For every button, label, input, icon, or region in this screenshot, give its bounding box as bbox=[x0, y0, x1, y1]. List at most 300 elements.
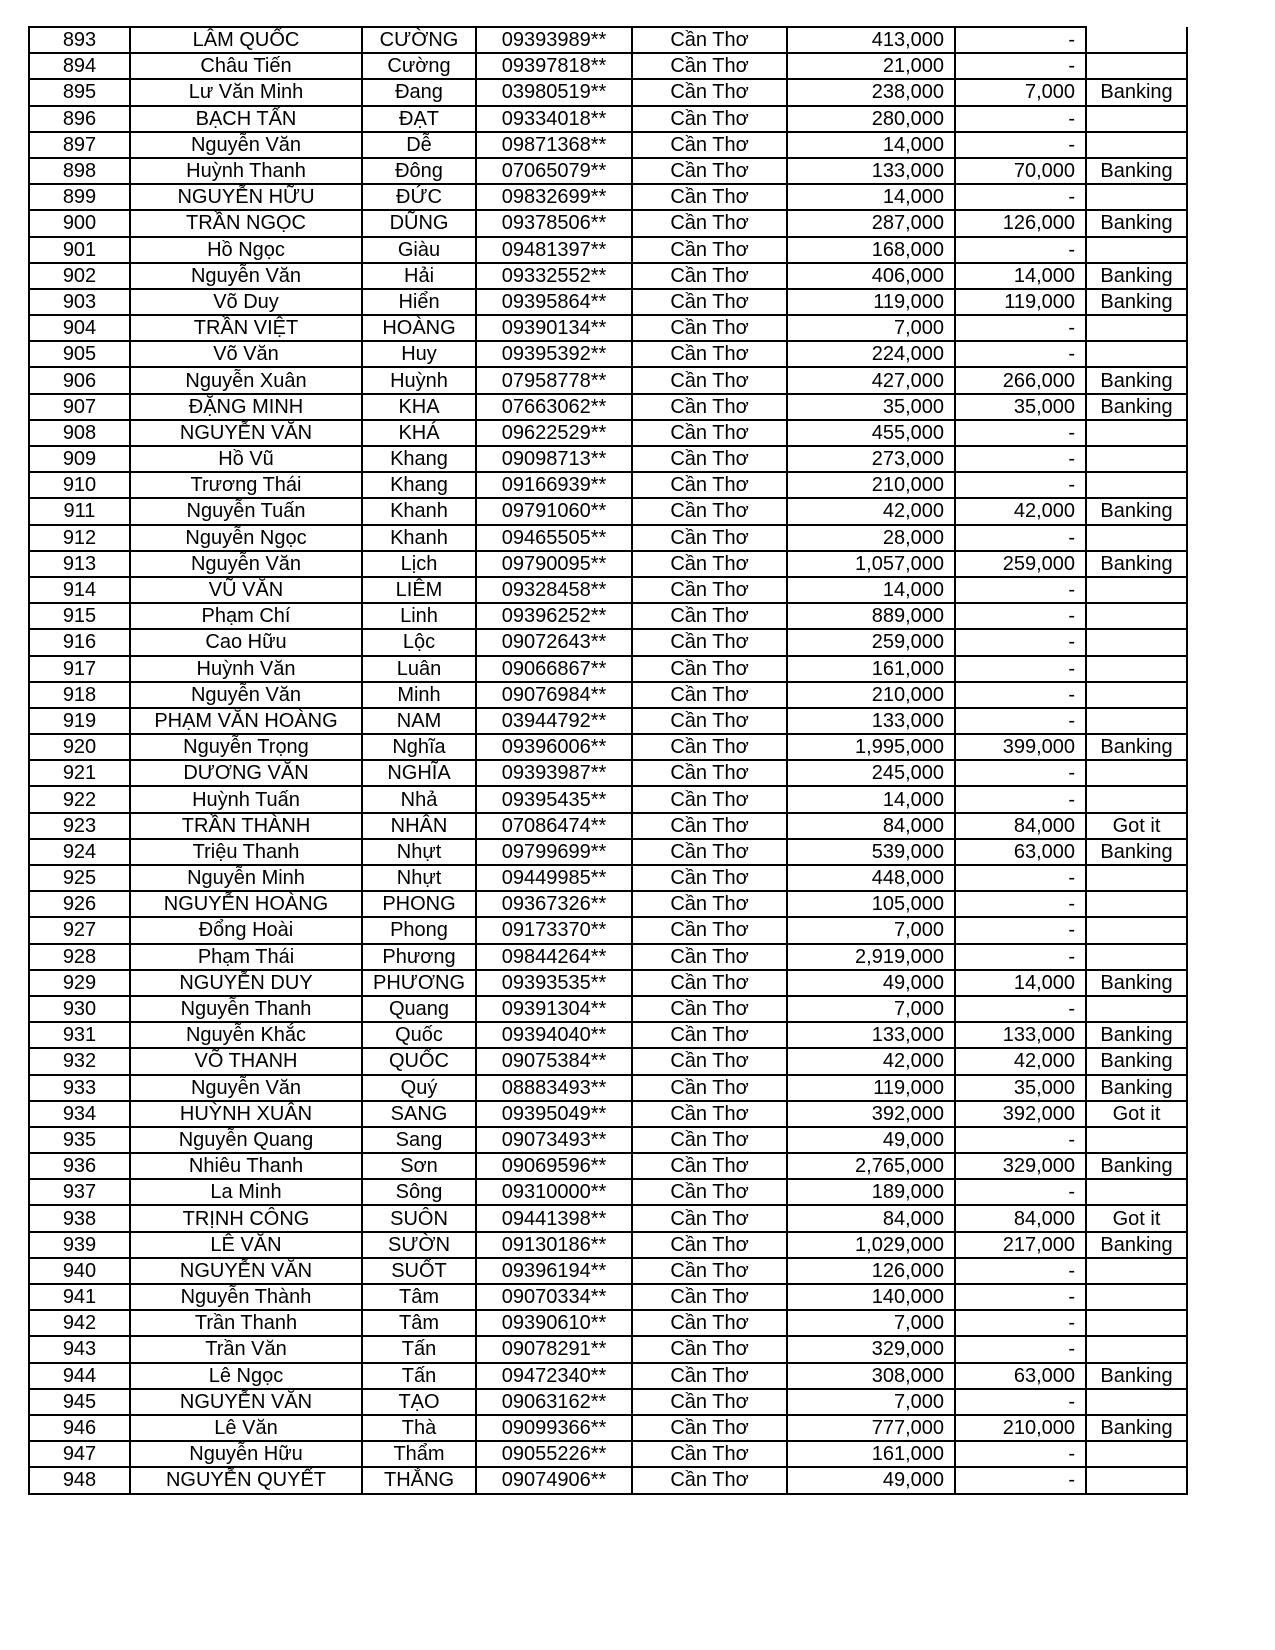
city-cell: Cần Thơ bbox=[632, 184, 787, 210]
phone-cell: 09098713** bbox=[476, 446, 632, 472]
total-amount-cell: 49,000 bbox=[787, 1127, 955, 1153]
table-row bbox=[29, 79, 1187, 105]
row-number-cell: 893 bbox=[29, 27, 130, 53]
city-cell: Cần Thơ bbox=[632, 367, 787, 393]
row-number-cell: 948 bbox=[29, 1467, 130, 1493]
payment-method-cell bbox=[1086, 603, 1187, 629]
last-name-cell: KHÁ bbox=[362, 420, 476, 446]
city-cell: Cần Thơ bbox=[632, 891, 787, 917]
payment-method-cell bbox=[1086, 237, 1187, 263]
row-number-cell: 907 bbox=[29, 394, 130, 420]
phone-cell: 09622529** bbox=[476, 420, 632, 446]
payment-method-cell: Banking bbox=[1086, 734, 1187, 760]
total-amount-cell: 7,000 bbox=[787, 1389, 955, 1415]
row-number-cell: 895 bbox=[29, 79, 130, 105]
row-number-cell: 927 bbox=[29, 917, 130, 943]
payment-method-cell bbox=[1086, 184, 1187, 210]
table-row bbox=[29, 629, 1187, 655]
first-name-cell: Châu Tiến bbox=[130, 53, 362, 79]
table-row bbox=[29, 551, 1187, 577]
payment-method-cell: Banking bbox=[1086, 158, 1187, 184]
first-name-cell: Đổng Hoài bbox=[130, 917, 362, 943]
row-number-cell: 903 bbox=[29, 289, 130, 315]
last-name-cell: Đang bbox=[362, 79, 476, 105]
total-amount-cell: 21,000 bbox=[787, 53, 955, 79]
phone-cell: 07065079** bbox=[476, 158, 632, 184]
paid-amount-cell: - bbox=[955, 891, 1086, 917]
last-name-cell: Tâm bbox=[362, 1284, 476, 1310]
total-amount-cell: 7,000 bbox=[787, 1310, 955, 1336]
phone-cell: 09072643** bbox=[476, 629, 632, 655]
table-row bbox=[29, 341, 1187, 367]
total-amount-cell: 539,000 bbox=[787, 839, 955, 865]
first-name-cell: Nguyễn Trọng bbox=[130, 734, 362, 760]
first-name-cell: Nhiêu Thanh bbox=[130, 1153, 362, 1179]
row-number-cell: 935 bbox=[29, 1127, 130, 1153]
last-name-cell: Đông bbox=[362, 158, 476, 184]
table-row bbox=[29, 53, 1187, 79]
paid-amount-cell: 84,000 bbox=[955, 1205, 1086, 1231]
paid-amount-cell: - bbox=[955, 1441, 1086, 1467]
total-amount-cell: 777,000 bbox=[787, 1415, 955, 1441]
row-number-cell: 920 bbox=[29, 734, 130, 760]
phone-cell: 09395392** bbox=[476, 341, 632, 367]
phone-cell: 09078291** bbox=[476, 1336, 632, 1362]
table-row bbox=[29, 472, 1187, 498]
city-cell: Cần Thơ bbox=[632, 1258, 787, 1284]
first-name-cell: Hồ Vũ bbox=[130, 446, 362, 472]
customer-table bbox=[28, 26, 1188, 1495]
row-number-cell: 930 bbox=[29, 996, 130, 1022]
last-name-cell: Minh bbox=[362, 682, 476, 708]
paid-amount-cell: 14,000 bbox=[955, 970, 1086, 996]
city-cell: Cần Thơ bbox=[632, 1441, 787, 1467]
city-cell: Cần Thơ bbox=[632, 1101, 787, 1127]
row-number-cell: 943 bbox=[29, 1336, 130, 1362]
phone-cell: 09069596** bbox=[476, 1153, 632, 1179]
table-row bbox=[29, 1258, 1187, 1284]
row-number-cell: 947 bbox=[29, 1441, 130, 1467]
first-name-cell: Võ Duy bbox=[130, 289, 362, 315]
payment-method-cell bbox=[1086, 27, 1187, 53]
city-cell: Cần Thơ bbox=[632, 472, 787, 498]
payment-method-cell bbox=[1086, 1441, 1187, 1467]
last-name-cell: Sang bbox=[362, 1127, 476, 1153]
payment-method-cell: Got it bbox=[1086, 1101, 1187, 1127]
phone-cell: 09395435** bbox=[476, 786, 632, 812]
row-number-cell: 928 bbox=[29, 944, 130, 970]
phone-cell: 09396006** bbox=[476, 734, 632, 760]
table-row bbox=[29, 420, 1187, 446]
phone-cell: 09075384** bbox=[476, 1048, 632, 1074]
payment-method-cell bbox=[1086, 1310, 1187, 1336]
paid-amount-cell: - bbox=[955, 1310, 1086, 1336]
table-row bbox=[29, 996, 1187, 1022]
paid-amount-cell: - bbox=[955, 106, 1086, 132]
first-name-cell: BẠCH TẤN bbox=[130, 106, 362, 132]
last-name-cell: Tấn bbox=[362, 1336, 476, 1362]
total-amount-cell: 2,919,000 bbox=[787, 944, 955, 970]
total-amount-cell: 1,029,000 bbox=[787, 1232, 955, 1258]
payment-method-cell: Banking bbox=[1086, 210, 1187, 236]
last-name-cell: Nhựt bbox=[362, 865, 476, 891]
first-name-cell: Trần Thanh bbox=[130, 1310, 362, 1336]
last-name-cell: Huy bbox=[362, 341, 476, 367]
table-row bbox=[29, 1127, 1187, 1153]
payment-method-cell: Banking bbox=[1086, 1075, 1187, 1101]
payment-method-cell bbox=[1086, 786, 1187, 812]
table-row bbox=[29, 1179, 1187, 1205]
city-cell: Cần Thơ bbox=[632, 1284, 787, 1310]
city-cell: Cần Thơ bbox=[632, 1310, 787, 1336]
city-cell: Cần Thơ bbox=[632, 27, 787, 53]
row-number-cell: 896 bbox=[29, 106, 130, 132]
table-row bbox=[29, 839, 1187, 865]
first-name-cell: Huỳnh Văn bbox=[130, 656, 362, 682]
city-cell: Cần Thơ bbox=[632, 1179, 787, 1205]
row-number-cell: 912 bbox=[29, 525, 130, 551]
last-name-cell: Nhả bbox=[362, 786, 476, 812]
phone-cell: 09472340** bbox=[476, 1363, 632, 1389]
row-number-cell: 946 bbox=[29, 1415, 130, 1441]
city-cell: Cần Thơ bbox=[632, 79, 787, 105]
row-number-cell: 915 bbox=[29, 603, 130, 629]
total-amount-cell: 119,000 bbox=[787, 289, 955, 315]
phone-cell: 09791060** bbox=[476, 498, 632, 524]
city-cell: Cần Thơ bbox=[632, 106, 787, 132]
payment-method-cell: Banking bbox=[1086, 1232, 1187, 1258]
first-name-cell: DƯƠNG VĂN bbox=[130, 760, 362, 786]
table-row bbox=[29, 1336, 1187, 1362]
first-name-cell: Nguyễn Văn bbox=[130, 551, 362, 577]
payment-method-cell bbox=[1086, 472, 1187, 498]
payment-method-cell bbox=[1086, 1258, 1187, 1284]
phone-cell: 09130186** bbox=[476, 1232, 632, 1258]
paid-amount-cell: - bbox=[955, 917, 1086, 943]
first-name-cell: NGUYỄN VĂN bbox=[130, 1389, 362, 1415]
table-row bbox=[29, 1389, 1187, 1415]
table-row bbox=[29, 734, 1187, 760]
total-amount-cell: 1,995,000 bbox=[787, 734, 955, 760]
table-row bbox=[29, 944, 1187, 970]
paid-amount-cell: - bbox=[955, 577, 1086, 603]
city-cell: Cần Thơ bbox=[632, 289, 787, 315]
phone-cell: 09397818** bbox=[476, 53, 632, 79]
first-name-cell: Nguyễn Hữu bbox=[130, 1441, 362, 1467]
first-name-cell: Hồ Ngọc bbox=[130, 237, 362, 263]
paid-amount-cell: 266,000 bbox=[955, 367, 1086, 393]
row-number-cell: 900 bbox=[29, 210, 130, 236]
city-cell: Cần Thơ bbox=[632, 1205, 787, 1231]
paid-amount-cell: 399,000 bbox=[955, 734, 1086, 760]
row-number-cell: 941 bbox=[29, 1284, 130, 1310]
phone-cell: 09393535** bbox=[476, 970, 632, 996]
paid-amount-cell: 392,000 bbox=[955, 1101, 1086, 1127]
phone-cell: 09396194** bbox=[476, 1258, 632, 1284]
first-name-cell: Nguyễn Thanh bbox=[130, 996, 362, 1022]
first-name-cell: Nguyễn Ngọc bbox=[130, 525, 362, 551]
total-amount-cell: 49,000 bbox=[787, 970, 955, 996]
table-row bbox=[29, 865, 1187, 891]
first-name-cell: Triệu Thanh bbox=[130, 839, 362, 865]
table-row bbox=[29, 184, 1187, 210]
phone-cell: 09441398** bbox=[476, 1205, 632, 1231]
city-cell: Cần Thơ bbox=[632, 786, 787, 812]
phone-cell: 09871368** bbox=[476, 132, 632, 158]
total-amount-cell: 84,000 bbox=[787, 1205, 955, 1231]
last-name-cell: KHA bbox=[362, 394, 476, 420]
first-name-cell: Phạm Chí bbox=[130, 603, 362, 629]
last-name-cell: Phương bbox=[362, 944, 476, 970]
total-amount-cell: 427,000 bbox=[787, 367, 955, 393]
table-row bbox=[29, 813, 1187, 839]
table-row bbox=[29, 603, 1187, 629]
payment-method-cell: Banking bbox=[1086, 1415, 1187, 1441]
first-name-cell: VŨ VĂN bbox=[130, 577, 362, 603]
row-number-cell: 921 bbox=[29, 760, 130, 786]
phone-cell: 07086474** bbox=[476, 813, 632, 839]
total-amount-cell: 2,765,000 bbox=[787, 1153, 955, 1179]
table-row bbox=[29, 1441, 1187, 1467]
payment-method-cell bbox=[1086, 525, 1187, 551]
row-number-cell: 942 bbox=[29, 1310, 130, 1336]
phone-cell: 09074906** bbox=[476, 1467, 632, 1493]
document-page bbox=[28, 26, 1188, 1495]
paid-amount-cell: 42,000 bbox=[955, 1048, 1086, 1074]
table-row bbox=[29, 525, 1187, 551]
total-amount-cell: 7,000 bbox=[787, 996, 955, 1022]
city-cell: Cần Thơ bbox=[632, 603, 787, 629]
table-row bbox=[29, 1022, 1187, 1048]
city-cell: Cần Thơ bbox=[632, 760, 787, 786]
first-name-cell: Nguyễn Tuấn bbox=[130, 498, 362, 524]
total-amount-cell: 133,000 bbox=[787, 1022, 955, 1048]
last-name-cell: ĐẠT bbox=[362, 106, 476, 132]
row-number-cell: 913 bbox=[29, 551, 130, 577]
table-row bbox=[29, 498, 1187, 524]
city-cell: Cần Thơ bbox=[632, 813, 787, 839]
phone-cell: 03980519** bbox=[476, 79, 632, 105]
paid-amount-cell: - bbox=[955, 1284, 1086, 1310]
table-row bbox=[29, 1415, 1187, 1441]
table-row bbox=[29, 1284, 1187, 1310]
last-name-cell: Nghĩa bbox=[362, 734, 476, 760]
paid-amount-cell: - bbox=[955, 629, 1086, 655]
paid-amount-cell: - bbox=[955, 786, 1086, 812]
city-cell: Cần Thơ bbox=[632, 420, 787, 446]
last-name-cell: THẮNG bbox=[362, 1467, 476, 1493]
total-amount-cell: 329,000 bbox=[787, 1336, 955, 1362]
last-name-cell: Khang bbox=[362, 472, 476, 498]
payment-method-cell: Got it bbox=[1086, 813, 1187, 839]
payment-method-cell bbox=[1086, 865, 1187, 891]
first-name-cell: NGUYỄN VĂN bbox=[130, 1258, 362, 1284]
last-name-cell: Khanh bbox=[362, 525, 476, 551]
paid-amount-cell: - bbox=[955, 525, 1086, 551]
paid-amount-cell: 84,000 bbox=[955, 813, 1086, 839]
last-name-cell: Huỳnh bbox=[362, 367, 476, 393]
paid-amount-cell: 14,000 bbox=[955, 263, 1086, 289]
first-name-cell: NGUYỄN QUYẾT bbox=[130, 1467, 362, 1493]
last-name-cell: Nhựt bbox=[362, 839, 476, 865]
row-number-cell: 933 bbox=[29, 1075, 130, 1101]
row-number-cell: 940 bbox=[29, 1258, 130, 1284]
paid-amount-cell: 133,000 bbox=[955, 1022, 1086, 1048]
paid-amount-cell: - bbox=[955, 656, 1086, 682]
phone-cell: 09378506** bbox=[476, 210, 632, 236]
row-number-cell: 937 bbox=[29, 1179, 130, 1205]
phone-cell: 09395864** bbox=[476, 289, 632, 315]
city-cell: Cần Thơ bbox=[632, 394, 787, 420]
paid-amount-cell: - bbox=[955, 132, 1086, 158]
total-amount-cell: 889,000 bbox=[787, 603, 955, 629]
table-row bbox=[29, 315, 1187, 341]
phone-cell: 09395049** bbox=[476, 1101, 632, 1127]
total-amount-cell: 119,000 bbox=[787, 1075, 955, 1101]
phone-cell: 09393989** bbox=[476, 27, 632, 53]
last-name-cell: CƯỜNG bbox=[362, 27, 476, 53]
paid-amount-cell: 126,000 bbox=[955, 210, 1086, 236]
phone-cell: 09832699** bbox=[476, 184, 632, 210]
table-row bbox=[29, 682, 1187, 708]
city-cell: Cần Thơ bbox=[632, 917, 787, 943]
first-name-cell: LÂM QUỐC bbox=[130, 27, 362, 53]
last-name-cell: Sơn bbox=[362, 1153, 476, 1179]
city-cell: Cần Thơ bbox=[632, 865, 787, 891]
first-name-cell: PHẠM VĂN HOÀNG bbox=[130, 708, 362, 734]
row-number-cell: 906 bbox=[29, 367, 130, 393]
total-amount-cell: 413,000 bbox=[787, 27, 955, 53]
table-row bbox=[29, 1101, 1187, 1127]
paid-amount-cell: - bbox=[955, 760, 1086, 786]
last-name-cell: Quý bbox=[362, 1075, 476, 1101]
paid-amount-cell: 35,000 bbox=[955, 394, 1086, 420]
paid-amount-cell: - bbox=[955, 1127, 1086, 1153]
row-number-cell: 926 bbox=[29, 891, 130, 917]
first-name-cell: TRẦN THÀNH bbox=[130, 813, 362, 839]
payment-method-cell bbox=[1086, 1467, 1187, 1493]
first-name-cell: NGUYỄN DUY bbox=[130, 970, 362, 996]
city-cell: Cần Thơ bbox=[632, 656, 787, 682]
row-number-cell: 919 bbox=[29, 708, 130, 734]
paid-amount-cell: 42,000 bbox=[955, 498, 1086, 524]
phone-cell: 09334018** bbox=[476, 106, 632, 132]
first-name-cell: La Minh bbox=[130, 1179, 362, 1205]
city-cell: Cần Thơ bbox=[632, 551, 787, 577]
total-amount-cell: 287,000 bbox=[787, 210, 955, 236]
payment-method-cell bbox=[1086, 760, 1187, 786]
last-name-cell: Hải bbox=[362, 263, 476, 289]
last-name-cell: Tấn bbox=[362, 1363, 476, 1389]
paid-amount-cell: - bbox=[955, 27, 1086, 53]
city-cell: Cần Thơ bbox=[632, 263, 787, 289]
phone-cell: 09173370** bbox=[476, 917, 632, 943]
payment-method-cell: Banking bbox=[1086, 1048, 1187, 1074]
last-name-cell: Linh bbox=[362, 603, 476, 629]
total-amount-cell: 14,000 bbox=[787, 132, 955, 158]
first-name-cell: Võ Văn bbox=[130, 341, 362, 367]
payment-method-cell: Banking bbox=[1086, 79, 1187, 105]
table-row bbox=[29, 708, 1187, 734]
last-name-cell: SANG bbox=[362, 1101, 476, 1127]
table-row bbox=[29, 1205, 1187, 1231]
row-number-cell: 923 bbox=[29, 813, 130, 839]
row-number-cell: 901 bbox=[29, 237, 130, 263]
total-amount-cell: 7,000 bbox=[787, 315, 955, 341]
row-number-cell: 899 bbox=[29, 184, 130, 210]
table-row bbox=[29, 656, 1187, 682]
row-number-cell: 917 bbox=[29, 656, 130, 682]
phone-cell: 09310000** bbox=[476, 1179, 632, 1205]
city-cell: Cần Thơ bbox=[632, 577, 787, 603]
row-number-cell: 909 bbox=[29, 446, 130, 472]
payment-method-cell bbox=[1086, 708, 1187, 734]
row-number-cell: 911 bbox=[29, 498, 130, 524]
row-number-cell: 938 bbox=[29, 1205, 130, 1231]
city-cell: Cần Thơ bbox=[632, 132, 787, 158]
paid-amount-cell: 63,000 bbox=[955, 1363, 1086, 1389]
payment-method-cell bbox=[1086, 1179, 1187, 1205]
last-name-cell: Dễ bbox=[362, 132, 476, 158]
city-cell: Cần Thơ bbox=[632, 1415, 787, 1441]
last-name-cell: TẠO bbox=[362, 1389, 476, 1415]
paid-amount-cell: 63,000 bbox=[955, 839, 1086, 865]
paid-amount-cell: - bbox=[955, 1467, 1086, 1493]
total-amount-cell: 133,000 bbox=[787, 708, 955, 734]
city-cell: Cần Thơ bbox=[632, 525, 787, 551]
city-cell: Cần Thơ bbox=[632, 1153, 787, 1179]
payment-method-cell: Banking bbox=[1086, 551, 1187, 577]
total-amount-cell: 126,000 bbox=[787, 1258, 955, 1284]
total-amount-cell: 189,000 bbox=[787, 1179, 955, 1205]
paid-amount-cell: - bbox=[955, 420, 1086, 446]
table-row bbox=[29, 1310, 1187, 1336]
payment-method-cell bbox=[1086, 1284, 1187, 1310]
row-number-cell: 908 bbox=[29, 420, 130, 446]
paid-amount-cell: - bbox=[955, 708, 1086, 734]
total-amount-cell: 84,000 bbox=[787, 813, 955, 839]
last-name-cell: NGHĨA bbox=[362, 760, 476, 786]
last-name-cell: PHƯƠNG bbox=[362, 970, 476, 996]
first-name-cell: TRẦN VIỆT bbox=[130, 315, 362, 341]
row-number-cell: 916 bbox=[29, 629, 130, 655]
payment-method-cell bbox=[1086, 891, 1187, 917]
table-row bbox=[29, 970, 1187, 996]
payment-method-cell bbox=[1086, 341, 1187, 367]
city-cell: Cần Thơ bbox=[632, 1336, 787, 1362]
row-number-cell: 904 bbox=[29, 315, 130, 341]
total-amount-cell: 224,000 bbox=[787, 341, 955, 367]
total-amount-cell: 140,000 bbox=[787, 1284, 955, 1310]
payment-method-cell: Banking bbox=[1086, 1022, 1187, 1048]
payment-method-cell bbox=[1086, 420, 1187, 446]
last-name-cell: Quang bbox=[362, 996, 476, 1022]
phone-cell: 09166939** bbox=[476, 472, 632, 498]
paid-amount-cell: - bbox=[955, 944, 1086, 970]
payment-method-cell bbox=[1086, 1127, 1187, 1153]
last-name-cell: Cường bbox=[362, 53, 476, 79]
total-amount-cell: 238,000 bbox=[787, 79, 955, 105]
first-name-cell: Phạm Thái bbox=[130, 944, 362, 970]
phone-cell: 03944792** bbox=[476, 708, 632, 734]
last-name-cell: Thà bbox=[362, 1415, 476, 1441]
row-number-cell: 932 bbox=[29, 1048, 130, 1074]
city-cell: Cần Thơ bbox=[632, 1022, 787, 1048]
table-row bbox=[29, 1232, 1187, 1258]
row-number-cell: 902 bbox=[29, 263, 130, 289]
row-number-cell: 898 bbox=[29, 158, 130, 184]
city-cell: Cần Thơ bbox=[632, 839, 787, 865]
